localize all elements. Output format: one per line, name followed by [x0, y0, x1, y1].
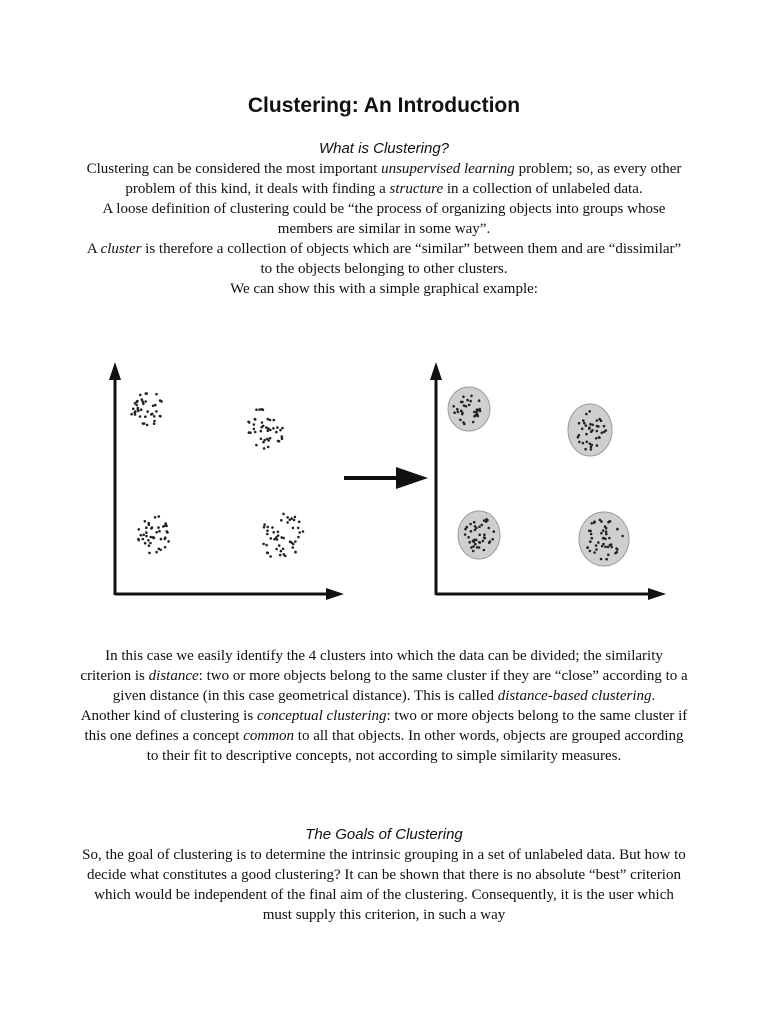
data-point [297, 536, 300, 539]
text-run: problem; so, as every other problem of this kind, it deals with finding a [125, 161, 682, 197]
data-point [292, 527, 295, 530]
data-point [269, 429, 272, 432]
section-what-is-clustering [80, 139, 688, 299]
data-point [155, 551, 158, 554]
data-point [478, 399, 481, 402]
data-point [584, 448, 587, 451]
data-point [483, 536, 486, 539]
data-point [150, 413, 153, 416]
clustering-diagram [90, 350, 680, 605]
data-point [151, 526, 154, 529]
data-point [164, 536, 167, 539]
data-point [160, 538, 163, 541]
data-point [130, 413, 133, 416]
data-point [607, 546, 610, 549]
left-y-arrow-icon [109, 362, 121, 380]
data-point [282, 513, 285, 516]
data-point [294, 516, 297, 519]
data-point [157, 526, 160, 529]
emphasis-text: structure [389, 181, 444, 197]
text-run: A loose definition of clustering could be “the process of organizing objects into groups whose members are similar in some way”. [102, 201, 666, 237]
text-run: . [651, 688, 656, 704]
data-point [591, 429, 594, 432]
data-point [269, 437, 272, 440]
section-heading: What is Clustering? [318, 140, 450, 157]
data-point [489, 540, 492, 543]
data-point [602, 529, 605, 532]
data-point [476, 414, 479, 417]
data-point [132, 408, 135, 411]
data-point [265, 426, 268, 429]
data-point [461, 413, 464, 416]
data-point [478, 546, 481, 549]
paragraph [80, 279, 688, 299]
left-axes [115, 375, 330, 595]
section-goals-of-clustering [80, 825, 688, 925]
data-point [491, 538, 494, 541]
data-point [475, 539, 478, 542]
data-point [583, 422, 586, 425]
paragraph [80, 706, 688, 766]
data-point [469, 523, 472, 526]
data-point [297, 527, 300, 530]
data-point [482, 540, 485, 543]
data-point [254, 418, 257, 421]
data-point [480, 524, 483, 527]
data-point [452, 405, 455, 408]
data-point [261, 421, 264, 424]
data-point [262, 543, 265, 546]
data-point [275, 536, 278, 539]
data-point [582, 419, 585, 422]
data-point [600, 532, 603, 535]
data-point [153, 420, 156, 423]
data-point [486, 519, 489, 522]
data-point [289, 540, 292, 543]
data-point [260, 430, 263, 433]
data-point [456, 408, 459, 411]
data-point [603, 425, 606, 428]
data-point [605, 429, 608, 432]
data-point [167, 540, 170, 543]
data-point [292, 543, 295, 546]
data-point [595, 437, 598, 440]
emphasis-text: distance-based clustering [497, 688, 652, 704]
data-point [279, 429, 282, 432]
data-point [278, 440, 281, 443]
data-point [262, 409, 265, 412]
data-point [277, 531, 280, 534]
text-run: to all that objects. In other words, objects are grouped according to their fit to descriptive concepts, not according to simple similarity measures. [146, 728, 684, 764]
data-point [138, 528, 141, 531]
data-point [605, 558, 608, 561]
emphasis-text: cluster [100, 241, 142, 257]
data-point [282, 537, 285, 540]
data-point [139, 415, 142, 418]
data-point [278, 544, 281, 547]
transform-arrow-icon [396, 467, 428, 489]
data-point [601, 545, 604, 548]
data-point [149, 542, 152, 545]
data-point [298, 531, 301, 534]
data-point [473, 521, 476, 524]
data-point [273, 419, 276, 422]
text-run: is therefore a collection of objects which are “similar” between them and are “dissimilar” to the objects belonging to other clusters. [141, 241, 682, 277]
data-point [145, 526, 148, 529]
data-point [263, 447, 266, 450]
data-point [146, 410, 149, 413]
data-point [144, 542, 147, 545]
data-point [166, 530, 169, 533]
data-point [293, 519, 296, 522]
paragraph [80, 646, 688, 706]
data-point [266, 529, 269, 532]
data-point [472, 550, 475, 553]
data-point [605, 533, 608, 536]
data-point [270, 537, 273, 540]
data-point [137, 538, 140, 541]
data-point [275, 431, 278, 434]
data-point [590, 533, 593, 536]
text-run: In this case we easily identify the 4 clusters into which the data can be divided; the similarity criterion is [80, 648, 663, 684]
data-point [463, 404, 466, 407]
data-point [271, 526, 274, 529]
data-point [469, 400, 472, 403]
data-point [263, 523, 266, 526]
data-point [265, 544, 268, 547]
data-point [267, 418, 270, 421]
data-point [266, 526, 269, 529]
emphasis-text: conceptual clustering [256, 708, 387, 724]
data-point [577, 436, 580, 439]
data-point [151, 536, 154, 539]
text-run: Another kind of clustering is [80, 708, 257, 724]
data-point [493, 530, 496, 533]
data-point [457, 411, 460, 414]
data-point [589, 443, 592, 446]
data-point [154, 404, 157, 407]
data-point [155, 410, 158, 413]
data-point [282, 553, 285, 556]
data-point [473, 541, 476, 544]
data-point [585, 413, 588, 416]
data-point [593, 521, 596, 524]
left-x-arrow-icon [326, 588, 344, 600]
page-title: Clustering: An Introduction [247, 94, 521, 117]
data-point [478, 541, 481, 544]
data-point [596, 430, 599, 433]
data-point [581, 428, 584, 431]
data-point [153, 415, 156, 418]
data-point [488, 527, 491, 530]
emphasis-text: common [243, 728, 295, 744]
data-point [453, 411, 456, 414]
data-point [269, 555, 272, 558]
data-point [137, 408, 140, 411]
data-point [139, 394, 142, 397]
section-distance-based [80, 646, 688, 766]
data-point [468, 404, 471, 407]
data-point [159, 549, 162, 552]
data-point [595, 548, 598, 551]
text-run: We can show this with a simple graphical example: [230, 281, 538, 297]
data-point [279, 554, 282, 557]
data-point [263, 439, 266, 442]
data-point [255, 444, 258, 447]
data-point [147, 539, 150, 542]
data-point [159, 399, 162, 402]
cluster-highlight [448, 387, 490, 431]
data-point [142, 534, 145, 537]
data-point [267, 446, 270, 449]
data-point [468, 541, 471, 544]
data-point [591, 424, 594, 427]
data-point [479, 410, 482, 413]
data-point [140, 534, 143, 537]
data-point [610, 546, 613, 549]
data-point [302, 530, 305, 533]
data-point [616, 548, 619, 551]
data-point [588, 426, 591, 429]
data-point [459, 419, 462, 422]
paragraph [80, 159, 688, 199]
data-point [470, 395, 473, 398]
data-point [466, 399, 469, 402]
data-point [145, 531, 148, 534]
data-point [280, 519, 283, 522]
data-point [272, 427, 275, 430]
data-point [260, 426, 263, 429]
data-point [247, 421, 250, 424]
data-point [141, 398, 144, 401]
data-point [607, 521, 610, 524]
data-point [281, 427, 284, 430]
data-point [578, 422, 581, 425]
data-point [464, 528, 467, 531]
data-point [586, 441, 589, 444]
data-point [158, 530, 161, 533]
text-run: A [86, 241, 101, 257]
data-point [154, 516, 157, 519]
data-point [602, 537, 605, 540]
data-point [164, 524, 167, 527]
data-point [145, 392, 148, 395]
data-point [134, 410, 137, 413]
data-point [263, 526, 266, 529]
data-point [589, 540, 592, 543]
text-run: : two or more objects belong to the same cluster if this one defines a concept [84, 708, 688, 744]
data-point [475, 411, 478, 414]
data-point [605, 530, 608, 533]
data-point [144, 520, 147, 523]
data-point [597, 541, 600, 544]
text-run: : two or more objects belong to the same cluster if they are “close” according to a given distance (in this case geometrical distance). This is called [112, 668, 688, 704]
data-point [607, 554, 610, 557]
data-point [586, 546, 589, 549]
data-point [596, 419, 599, 422]
data-point [266, 438, 269, 441]
data-point [470, 546, 473, 549]
data-point [135, 404, 138, 407]
data-point [144, 400, 147, 403]
data-point [578, 441, 581, 444]
data-point [143, 422, 146, 425]
data-point [593, 551, 596, 554]
data-point [148, 544, 151, 547]
data-point [474, 543, 477, 546]
data-point [582, 442, 585, 445]
data-point [601, 432, 604, 435]
data-point [478, 534, 481, 537]
data-point [254, 431, 257, 434]
data-point [478, 526, 481, 529]
data-point [462, 421, 465, 424]
data-point [464, 533, 467, 536]
data-point [272, 531, 275, 534]
data-point [255, 408, 258, 411]
data-point [462, 396, 465, 399]
data-point [159, 415, 162, 418]
data-point [292, 546, 295, 549]
data-point [275, 548, 278, 551]
data-point [253, 428, 256, 431]
data-point [604, 546, 607, 549]
data-point [276, 426, 279, 429]
data-point [600, 520, 603, 523]
emphasis-text: unsupervised learning [381, 161, 515, 177]
data-point [148, 552, 151, 555]
data-point [460, 401, 463, 404]
data-point [472, 545, 475, 548]
data-point [591, 537, 594, 540]
data-point [585, 433, 588, 436]
paragraph [80, 199, 688, 239]
data-point [483, 533, 486, 536]
data-point [589, 530, 592, 533]
data-point [589, 550, 592, 553]
data-point [470, 530, 473, 533]
data-point [596, 444, 599, 447]
text-run: So, the goal of clustering is to determine the intrinsic grouping in a set of unlabeled data. But how to decide what constitutes a good clustering? It can be shown that there is no absolute “best” criterion which would be independent of the final aim of the clustering. Consequently, it is the user which must supply this criterion, in such a way [82, 847, 686, 923]
data-point [140, 408, 143, 411]
data-point [282, 548, 285, 551]
data-point [588, 410, 591, 413]
section-heading: The Goals of Clustering [305, 826, 463, 843]
data-point [614, 552, 617, 555]
data-point [260, 438, 263, 441]
data-point [595, 544, 598, 547]
data-point [148, 524, 151, 527]
data-point [589, 423, 592, 426]
text-run: in a collection of unlabeled data. [443, 181, 643, 197]
data-point [289, 518, 292, 521]
data-point [598, 436, 601, 439]
data-point [267, 552, 270, 555]
data-point [473, 411, 476, 414]
data-point [483, 549, 486, 552]
right-clusters [448, 387, 629, 566]
data-point [609, 544, 612, 547]
data-point [145, 535, 148, 538]
data-point [604, 525, 607, 528]
data-point [155, 531, 158, 534]
data-point [286, 516, 289, 519]
data-point [153, 422, 156, 425]
data-point [600, 558, 603, 561]
data-point [281, 435, 284, 438]
data-point [136, 400, 139, 403]
data-point [158, 515, 161, 518]
text-run: Clustering can be considered the most important [86, 161, 382, 177]
data-point [474, 529, 477, 532]
data-point [472, 421, 475, 424]
data-point [591, 522, 594, 525]
right-y-arrow-icon [430, 362, 442, 380]
data-point [298, 521, 301, 524]
data-point [144, 415, 147, 418]
data-point [164, 546, 167, 549]
data-point [280, 550, 283, 553]
data-point [266, 533, 269, 536]
data-point [286, 521, 289, 524]
data-point [467, 536, 470, 539]
data-point [590, 448, 593, 451]
data-point [598, 418, 601, 421]
right-x-arrow-icon [648, 588, 666, 600]
data-point [146, 424, 149, 427]
data-point [608, 537, 611, 540]
data-point [597, 425, 600, 428]
data-point [616, 528, 619, 531]
left-clusters [130, 392, 304, 558]
data-point [152, 405, 155, 408]
data-point [249, 431, 252, 434]
data-point [294, 540, 297, 543]
data-point [258, 408, 261, 411]
emphasis-text: distance [148, 668, 199, 684]
data-point [253, 423, 256, 426]
data-point [621, 535, 624, 538]
data-point [585, 424, 588, 427]
data-point [142, 538, 145, 541]
data-point [294, 551, 297, 554]
paragraph [80, 845, 688, 925]
paragraph [80, 239, 688, 279]
data-point [155, 393, 158, 396]
